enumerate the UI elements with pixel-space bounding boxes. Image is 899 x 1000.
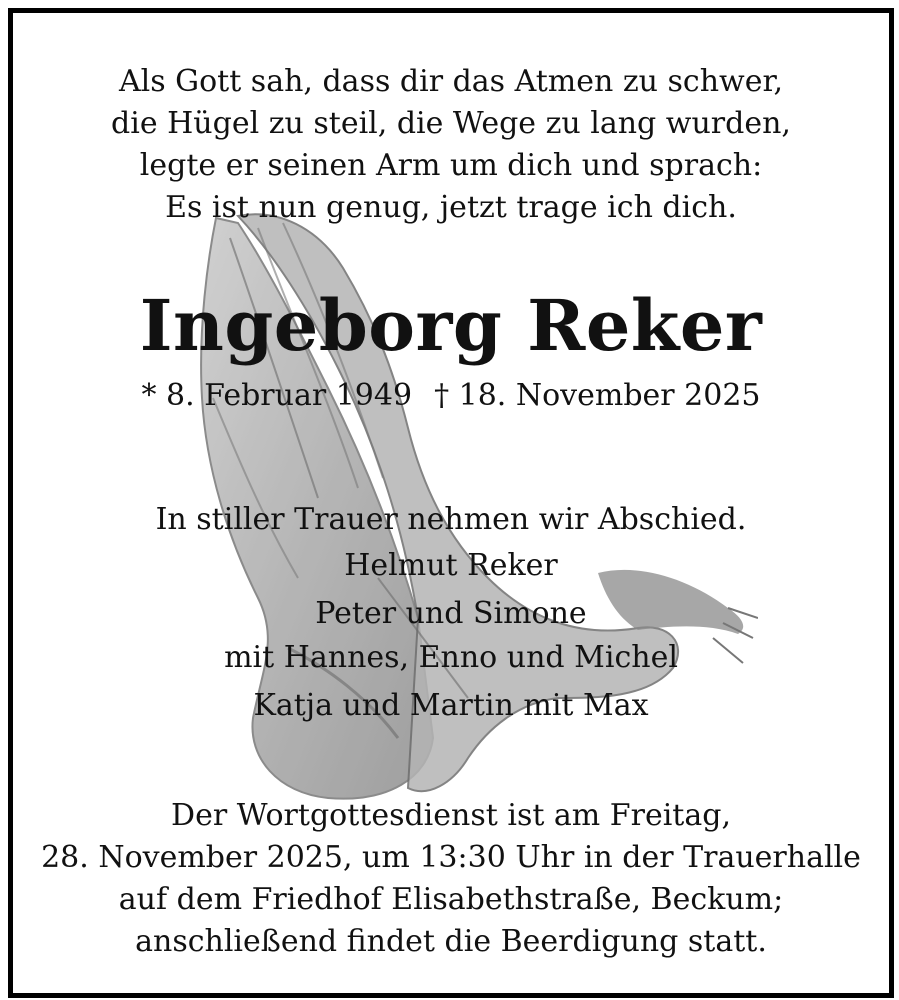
life-dates bbox=[13, 375, 889, 417]
deceased-name: Ingeborg Reker bbox=[139, 284, 763, 367]
service-line: Der Wortgottesdienst ist am Freitag, bbox=[171, 798, 731, 833]
family-member: Helmut Reker bbox=[344, 548, 558, 583]
obituary-notice bbox=[8, 8, 894, 998]
service-line: anschließend findet die Beerdigung statt. bbox=[135, 924, 767, 959]
family-member: mit Hannes, Enno und Michel bbox=[224, 640, 678, 675]
death-date: † 18. November 2025 bbox=[434, 378, 761, 413]
mourning-statement: In stiller Trauer nehmen wir Abschied. bbox=[155, 502, 747, 537]
service-line: 28. November 2025, um 13:30 Uhr in der Trauerhalle bbox=[41, 840, 861, 875]
poem-line: legte er seinen Arm um dich und sprach: bbox=[139, 148, 763, 183]
service-line: auf dem Friedhof Elisabethstraße, Beckum; bbox=[118, 882, 784, 917]
poem-line: die Hügel zu steil, die Wege zu lang wurden, bbox=[111, 106, 791, 141]
poem-line: Es ist nun genug, jetzt trage ich dich. bbox=[165, 190, 737, 225]
poem-line: Als Gott sah, dass dir das Atmen zu schwer, bbox=[118, 64, 784, 99]
family-member: Katja und Martin mit Max bbox=[253, 688, 649, 723]
family-member: Peter und Simone bbox=[315, 596, 587, 631]
birth-date: * 8. Februar 1949 bbox=[141, 378, 413, 413]
